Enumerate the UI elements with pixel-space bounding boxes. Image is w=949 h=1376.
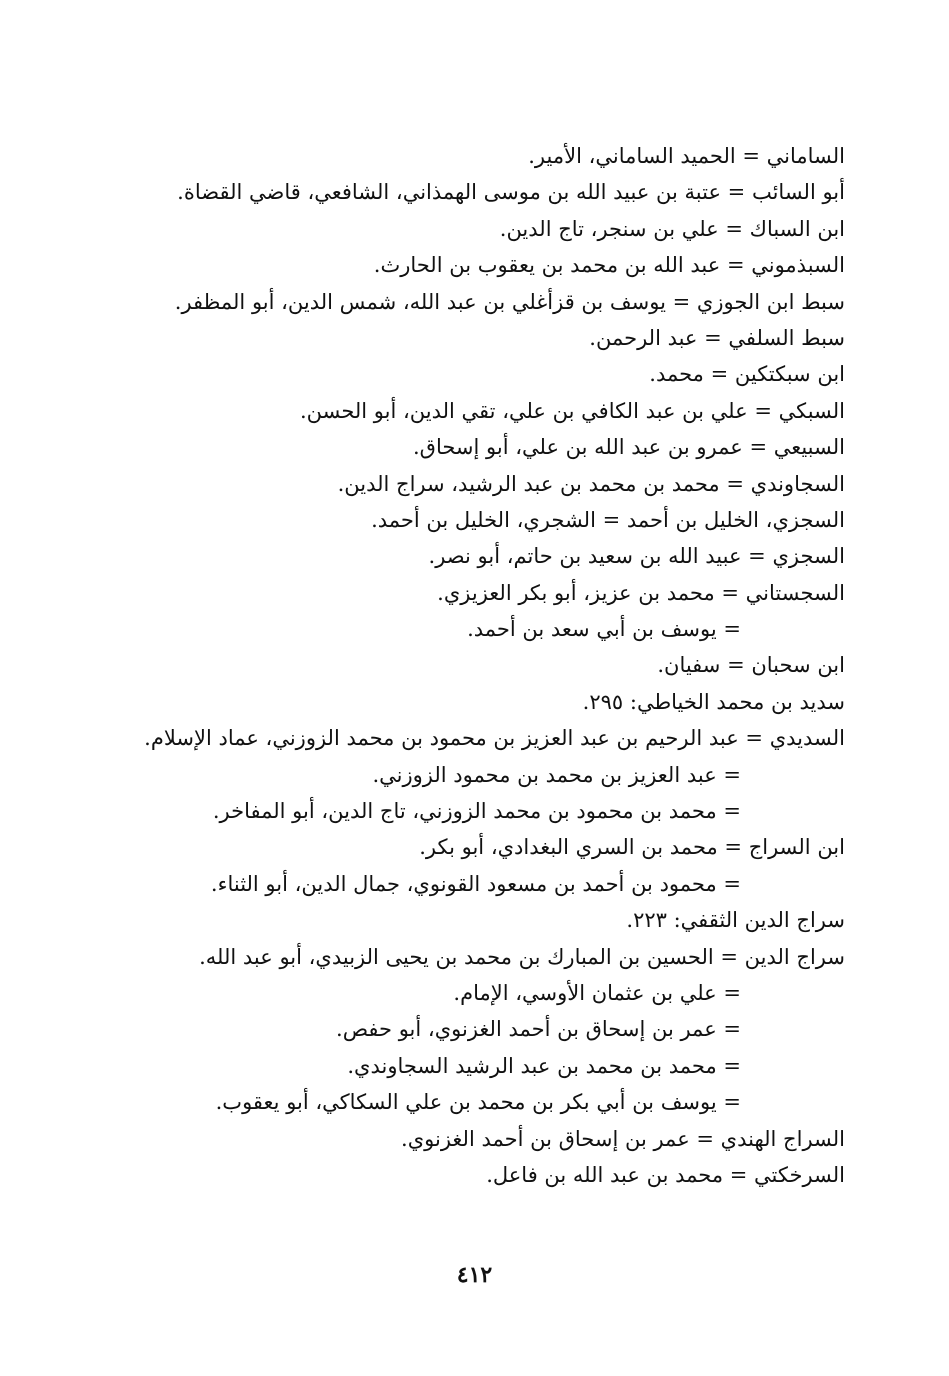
- index-subentry: = محمد بن محمود بن محمد الزوزني، تاج الدين، أبو المفاخر.: [212, 799, 741, 824]
- index-subentry: = محمد بن محمد بن عبد الرشيد السجاوندي.: [347, 1053, 741, 1078]
- index-entry: سديد بن محمد الخياطي: ٢٩٥.: [582, 689, 845, 714]
- index-entry: السراج الهندي = عمر بن إسحاق بن أحمد الغزنوي.: [401, 1126, 845, 1151]
- index-entry: السرخكتي = محمد بن عبد الله بن فاعل.: [486, 1162, 845, 1187]
- index-entry: السجاوندي = محمد بن محمد بن عبد الرشيد، سراج الدين.: [337, 471, 845, 496]
- index-subentry: = علي بن عثمان الأوسي، الإمام.: [453, 980, 741, 1005]
- index-entry: السديدي = عبد الرحيم بن عبد العزيز بن محمود بن محمد الزوزني، عماد الإسلام.: [144, 726, 845, 751]
- index-entry: السجزي، الخليل بن أحمد = الشجري، الخليل بن أحمد.: [371, 507, 845, 532]
- index-entry: أبو السائب = عتبة بن عبيد الله بن موسى الهمذاني، الشافعي، قاضي القضاة.: [177, 180, 845, 205]
- index-entry: ابن سحبان = سفيان.: [657, 653, 845, 678]
- page-number: ٤١٢: [456, 1262, 493, 1288]
- index-subentry: = يوسف بن أبي سعد بن أحمد.: [467, 617, 741, 642]
- index-subentry: = عبد العزيز بن محمد بن محمود الزوزني.: [372, 762, 741, 787]
- index-subentry: = عمر بن إسحاق بن أحمد الغزنوي، أبو حفص.: [336, 1017, 741, 1042]
- index-entry: السبيعي = عمرو بن عبد الله بن علي، أبو إسحاق.: [413, 435, 845, 460]
- index-entry: الساماني = الحميد الساماني، الأمير.: [528, 144, 845, 168]
- index-subentry: = يوسف بن أبي بكر بن محمد بن علي السكاكي، أبو يعقوب.: [215, 1090, 741, 1115]
- index-entry: سبط السلفي = عبد الرحمن.: [589, 325, 845, 350]
- index-entry: سبط ابن الجوزي = يوسف بن قزأغلي بن عبد الله، شمس الدين، أبو المظفر.: [174, 289, 845, 314]
- index-entry: السجزي = عبيد الله بن سعيد بن حاتم، أبو نصر.: [428, 544, 845, 569]
- index-entries: [85, 138, 845, 1193]
- index-entry: ابن السراج = محمد بن السري البغدادي، أبو بكر.: [419, 835, 845, 860]
- index-entry: السبكي = علي بن عبد الكافي بن علي، تقي الدين، أبو الحسن.: [299, 398, 845, 423]
- index-entry: ابن سبكتكين = محمد.: [649, 362, 845, 387]
- index-entry: السجستاني = محمد بن عزيز، أبو بكر العزيزي.: [437, 580, 845, 605]
- index-entry: ابن السباك = علي بن سنجر، تاج الدين.: [499, 216, 845, 241]
- index-subentry: = محمود بن أحمد بن مسعود القونوي، جمال الدين، أبو الثناء.: [210, 871, 741, 896]
- index-entry: سراج الدين الثقفي: ٢٢٣.: [626, 908, 845, 933]
- index-entry: السبذموني = عبد الله بن محمد بن يعقوب بن الحارث.: [373, 253, 845, 278]
- index-entry: سراج الدين = الحسين بن المبارك بن محمد بن يحيى الزبيدي، أبو عبد الله.: [199, 944, 845, 969]
